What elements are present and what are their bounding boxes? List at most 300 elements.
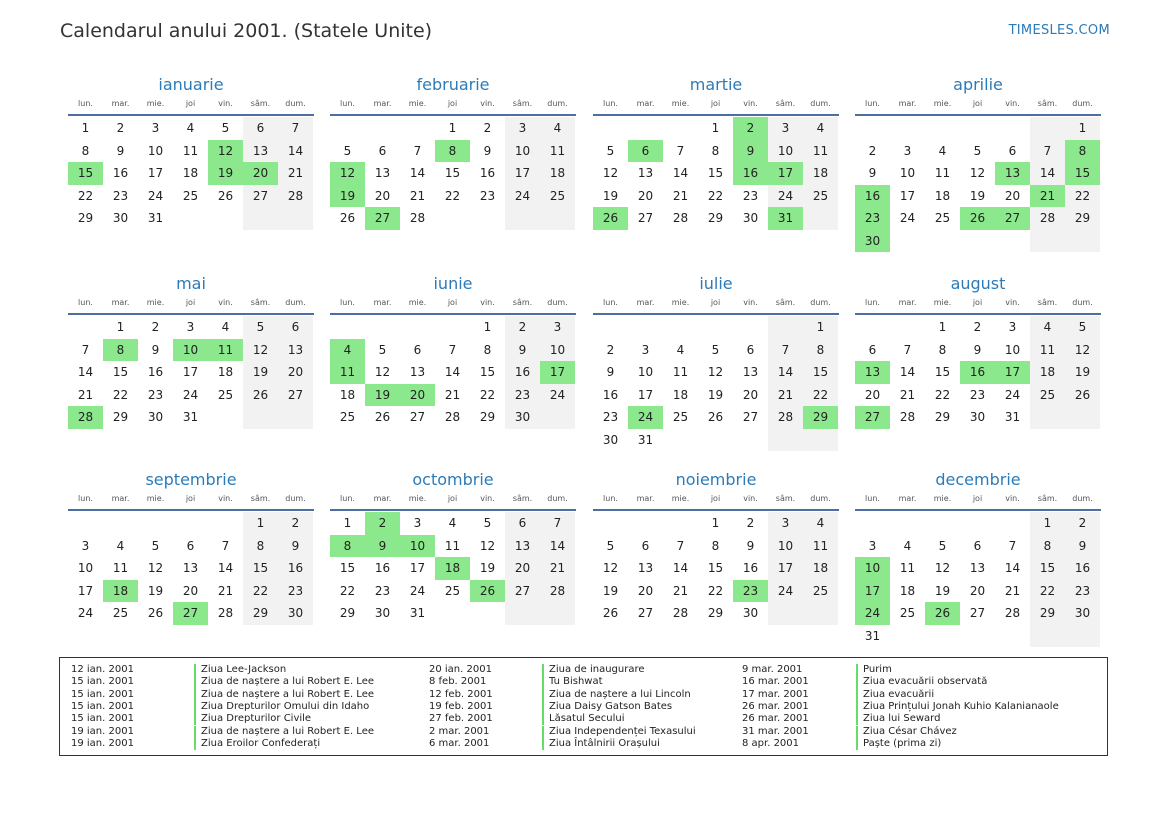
- day-cell[interactable]: 25: [672, 410, 689, 425]
- holiday-day-cell[interactable]: 26: [593, 207, 628, 230]
- day-cell[interactable]: 29: [77, 211, 94, 226]
- day-cell[interactable]: 13: [969, 561, 986, 576]
- day-cell[interactable]: 16: [505, 361, 540, 384]
- day-cell[interactable]: 15: [707, 166, 724, 181]
- day-cell[interactable]: 1: [483, 320, 492, 335]
- holiday-day-cell[interactable]: 24: [855, 602, 890, 625]
- holiday-day-cell[interactable]: 29: [803, 406, 838, 429]
- day-cell[interactable]: 23: [147, 387, 164, 402]
- day-cell[interactable]: 6: [746, 342, 755, 357]
- day-cell[interactable]: 21: [768, 384, 803, 407]
- day-cell[interactable]: 7: [448, 342, 457, 357]
- day-cell[interactable]: 2: [606, 342, 615, 357]
- day-cell[interactable]: 5: [938, 538, 947, 553]
- day-cell[interactable]: 29: [243, 602, 278, 625]
- day-cell[interactable]: 24: [182, 387, 199, 402]
- day-cell[interactable]: 18: [803, 162, 838, 185]
- day-cell[interactable]: 1: [243, 512, 278, 535]
- day-cell[interactable]: 22: [444, 188, 461, 203]
- day-cell[interactable]: 25: [540, 185, 575, 208]
- day-cell[interactable]: 12: [934, 561, 951, 576]
- day-cell[interactable]: 11: [444, 538, 461, 553]
- holiday-day-cell[interactable]: 8: [103, 339, 138, 362]
- day-cell[interactable]: 2: [278, 512, 313, 535]
- day-cell[interactable]: 13: [409, 365, 426, 380]
- day-cell[interactable]: 18: [217, 365, 234, 380]
- day-cell[interactable]: 13: [505, 535, 540, 558]
- day-cell[interactable]: 28: [768, 406, 803, 429]
- day-cell[interactable]: 25: [217, 387, 234, 402]
- day-cell[interactable]: 25: [1030, 384, 1065, 407]
- day-cell[interactable]: 13: [243, 140, 278, 163]
- day-cell[interactable]: 14: [899, 365, 916, 380]
- day-cell[interactable]: 21: [77, 387, 94, 402]
- day-cell[interactable]: 30: [147, 410, 164, 425]
- day-cell[interactable]: 30: [505, 406, 540, 429]
- day-cell[interactable]: 14: [1004, 561, 1021, 576]
- day-cell[interactable]: 31: [182, 410, 199, 425]
- day-cell[interactable]: 3: [81, 538, 90, 553]
- holiday-day-cell[interactable]: 17: [995, 361, 1030, 384]
- day-cell[interactable]: 26: [147, 606, 164, 621]
- day-cell[interactable]: 14: [409, 166, 426, 181]
- day-cell[interactable]: 10: [899, 166, 916, 181]
- day-cell[interactable]: 4: [186, 121, 195, 136]
- day-cell[interactable]: 27: [409, 410, 426, 425]
- day-cell[interactable]: 28: [672, 606, 689, 621]
- day-cell[interactable]: 5: [973, 143, 982, 158]
- day-cell[interactable]: 14: [768, 361, 803, 384]
- day-cell[interactable]: 8: [483, 342, 492, 357]
- day-cell[interactable]: 29: [339, 606, 356, 621]
- day-cell[interactable]: 9: [868, 166, 877, 181]
- day-cell[interactable]: 18: [934, 188, 951, 203]
- day-cell[interactable]: 3: [768, 117, 803, 140]
- day-cell[interactable]: 4: [676, 342, 685, 357]
- day-cell[interactable]: 25: [112, 606, 129, 621]
- day-cell[interactable]: 19: [147, 583, 164, 598]
- day-cell[interactable]: 4: [803, 512, 838, 535]
- day-cell[interactable]: 22: [803, 384, 838, 407]
- day-cell[interactable]: 18: [540, 162, 575, 185]
- day-cell[interactable]: 28: [409, 211, 426, 226]
- day-cell[interactable]: 27: [243, 185, 278, 208]
- day-cell[interactable]: 20: [278, 361, 313, 384]
- day-cell[interactable]: 5: [483, 516, 492, 531]
- day-cell[interactable]: 7: [1008, 538, 1017, 553]
- day-cell[interactable]: 11: [112, 561, 129, 576]
- day-cell[interactable]: 9: [116, 143, 125, 158]
- day-cell[interactable]: 25: [934, 211, 951, 226]
- day-cell[interactable]: 18: [899, 583, 916, 598]
- day-cell[interactable]: 9: [278, 535, 313, 558]
- day-cell[interactable]: 5: [606, 143, 615, 158]
- day-cell[interactable]: 20: [637, 583, 654, 598]
- day-cell[interactable]: 21: [444, 387, 461, 402]
- day-cell[interactable]: 3: [505, 117, 540, 140]
- holiday-day-cell[interactable]: 26: [960, 207, 995, 230]
- day-cell[interactable]: 22: [339, 583, 356, 598]
- holiday-day-cell[interactable]: 8: [330, 535, 365, 558]
- day-cell[interactable]: 30: [602, 432, 619, 447]
- day-cell[interactable]: 19: [602, 188, 619, 203]
- day-cell[interactable]: 26: [707, 410, 724, 425]
- day-cell[interactable]: 13: [742, 365, 759, 380]
- day-cell[interactable]: 15: [479, 365, 496, 380]
- day-cell[interactable]: 13: [278, 339, 313, 362]
- day-cell[interactable]: 2: [151, 320, 160, 335]
- day-cell[interactable]: 27: [637, 606, 654, 621]
- day-cell[interactable]: 10: [77, 561, 94, 576]
- day-cell[interactable]: 24: [77, 606, 94, 621]
- day-cell[interactable]: 15: [1030, 557, 1065, 580]
- holiday-day-cell[interactable]: 4: [330, 339, 365, 362]
- day-cell[interactable]: 2: [116, 121, 125, 136]
- day-cell[interactable]: 13: [374, 166, 391, 181]
- day-cell[interactable]: 31: [864, 628, 881, 643]
- day-cell[interactable]: 22: [934, 387, 951, 402]
- day-cell[interactable]: 25: [899, 606, 916, 621]
- holiday-day-cell[interactable]: 20: [400, 384, 435, 407]
- day-cell[interactable]: 7: [1030, 140, 1065, 163]
- day-cell[interactable]: 20: [374, 188, 391, 203]
- day-cell[interactable]: 10: [768, 140, 803, 163]
- holiday-day-cell[interactable]: 16: [960, 361, 995, 384]
- day-cell[interactable]: 12: [147, 561, 164, 576]
- day-cell[interactable]: 19: [707, 387, 724, 402]
- day-cell[interactable]: 26: [1065, 384, 1100, 407]
- holiday-day-cell[interactable]: 26: [470, 580, 505, 603]
- day-cell[interactable]: 25: [803, 580, 838, 603]
- holiday-day-cell[interactable]: 27: [173, 602, 208, 625]
- day-cell[interactable]: 10: [637, 365, 654, 380]
- day-cell[interactable]: 1: [711, 516, 720, 531]
- day-cell[interactable]: 7: [903, 342, 912, 357]
- day-cell[interactable]: 30: [742, 606, 759, 621]
- day-cell[interactable]: 28: [1004, 606, 1021, 621]
- day-cell[interactable]: 10: [1004, 342, 1021, 357]
- day-cell[interactable]: 5: [221, 121, 230, 136]
- day-cell[interactable]: 19: [1065, 361, 1100, 384]
- holiday-day-cell[interactable]: 13: [855, 361, 890, 384]
- day-cell[interactable]: 24: [768, 185, 803, 208]
- holiday-day-cell[interactable]: 21: [1030, 185, 1065, 208]
- day-cell[interactable]: 5: [151, 538, 160, 553]
- day-cell[interactable]: 11: [803, 140, 838, 163]
- day-cell[interactable]: 28: [899, 410, 916, 425]
- day-cell[interactable]: 15: [339, 561, 356, 576]
- day-cell[interactable]: 28: [278, 185, 313, 208]
- day-cell[interactable]: 24: [768, 580, 803, 603]
- day-cell[interactable]: 22: [77, 188, 94, 203]
- day-cell[interactable]: 2: [483, 121, 492, 136]
- day-cell[interactable]: 4: [903, 538, 912, 553]
- day-cell[interactable]: 24: [899, 211, 916, 226]
- day-cell[interactable]: 1: [81, 121, 90, 136]
- day-cell[interactable]: 23: [278, 580, 313, 603]
- day-cell[interactable]: 21: [278, 162, 313, 185]
- day-cell[interactable]: 31: [409, 606, 426, 621]
- day-cell[interactable]: 17: [505, 162, 540, 185]
- day-cell[interactable]: 12: [969, 166, 986, 181]
- day-cell[interactable]: 3: [186, 320, 195, 335]
- day-cell[interactable]: 27: [278, 384, 313, 407]
- day-cell[interactable]: 15: [243, 557, 278, 580]
- day-cell[interactable]: 16: [1065, 557, 1100, 580]
- day-cell[interactable]: 20: [637, 188, 654, 203]
- day-cell[interactable]: 9: [1065, 535, 1100, 558]
- day-cell[interactable]: 18: [803, 557, 838, 580]
- day-cell[interactable]: 3: [540, 316, 575, 339]
- day-cell[interactable]: 22: [707, 583, 724, 598]
- day-cell[interactable]: 6: [641, 538, 650, 553]
- day-cell[interactable]: 30: [742, 211, 759, 226]
- holiday-day-cell[interactable]: 10: [855, 557, 890, 580]
- day-cell[interactable]: 10: [505, 140, 540, 163]
- day-cell[interactable]: 4: [1030, 316, 1065, 339]
- day-cell[interactable]: 1: [938, 320, 947, 335]
- day-cell[interactable]: 3: [903, 143, 912, 158]
- day-cell[interactable]: 2: [746, 516, 755, 531]
- day-cell[interactable]: 11: [934, 166, 951, 181]
- day-cell[interactable]: 14: [278, 140, 313, 163]
- day-cell[interactable]: 30: [1065, 602, 1100, 625]
- holiday-day-cell[interactable]: 30: [855, 230, 890, 253]
- day-cell[interactable]: 24: [1004, 387, 1021, 402]
- holiday-day-cell[interactable]: 20: [243, 162, 278, 185]
- day-cell[interactable]: 23: [969, 387, 986, 402]
- day-cell[interactable]: 4: [938, 143, 947, 158]
- site-link[interactable]: TIMESLES.COM: [1008, 23, 1110, 38]
- day-cell[interactable]: 2: [505, 316, 540, 339]
- holiday-day-cell[interactable]: 2: [733, 117, 768, 140]
- day-cell[interactable]: 28: [444, 410, 461, 425]
- day-cell[interactable]: 8: [803, 339, 838, 362]
- holiday-day-cell[interactable]: 16: [733, 162, 768, 185]
- day-cell[interactable]: 19: [243, 361, 278, 384]
- day-cell[interactable]: 28: [672, 211, 689, 226]
- day-cell[interactable]: 16: [278, 557, 313, 580]
- holiday-day-cell[interactable]: 15: [68, 162, 103, 185]
- day-cell[interactable]: 30: [969, 410, 986, 425]
- day-cell[interactable]: 19: [934, 583, 951, 598]
- day-cell[interactable]: 21: [1004, 583, 1021, 598]
- holiday-day-cell[interactable]: 23: [733, 580, 768, 603]
- day-cell[interactable]: 15: [707, 561, 724, 576]
- day-cell[interactable]: 6: [505, 512, 540, 535]
- day-cell[interactable]: 6: [868, 342, 877, 357]
- day-cell[interactable]: 15: [803, 361, 838, 384]
- day-cell[interactable]: 29: [479, 410, 496, 425]
- day-cell[interactable]: 13: [637, 561, 654, 576]
- day-cell[interactable]: 13: [637, 166, 654, 181]
- day-cell[interactable]: 8: [711, 538, 720, 553]
- day-cell[interactable]: 22: [112, 387, 129, 402]
- day-cell[interactable]: 28: [1030, 207, 1065, 230]
- day-cell[interactable]: 14: [217, 561, 234, 576]
- day-cell[interactable]: 16: [742, 561, 759, 576]
- day-cell[interactable]: 18: [672, 387, 689, 402]
- day-cell[interactable]: 8: [1030, 535, 1065, 558]
- day-cell[interactable]: 21: [409, 188, 426, 203]
- day-cell[interactable]: 15: [112, 365, 129, 380]
- day-cell[interactable]: 25: [803, 185, 838, 208]
- day-cell[interactable]: 30: [278, 602, 313, 625]
- day-cell[interactable]: 14: [672, 561, 689, 576]
- day-cell[interactable]: 26: [339, 211, 356, 226]
- day-cell[interactable]: 4: [803, 117, 838, 140]
- holiday-day-cell[interactable]: 11: [208, 339, 243, 362]
- day-cell[interactable]: 27: [969, 606, 986, 621]
- day-cell[interactable]: 26: [217, 188, 234, 203]
- holiday-day-cell[interactable]: 19: [365, 384, 400, 407]
- day-cell[interactable]: 7: [413, 143, 422, 158]
- day-cell[interactable]: 22: [1065, 185, 1100, 208]
- day-cell[interactable]: 22: [707, 188, 724, 203]
- day-cell[interactable]: 12: [707, 365, 724, 380]
- day-cell[interactable]: 12: [374, 365, 391, 380]
- day-cell[interactable]: 25: [339, 410, 356, 425]
- day-cell[interactable]: 8: [243, 535, 278, 558]
- day-cell[interactable]: 20: [1004, 188, 1021, 203]
- holiday-day-cell[interactable]: 27: [365, 207, 400, 230]
- day-cell[interactable]: 17: [182, 365, 199, 380]
- day-cell[interactable]: 17: [147, 166, 164, 181]
- day-cell[interactable]: 2: [868, 143, 877, 158]
- day-cell[interactable]: 9: [973, 342, 982, 357]
- day-cell[interactable]: 4: [540, 117, 575, 140]
- day-cell[interactable]: 23: [505, 384, 540, 407]
- day-cell[interactable]: 27: [505, 580, 540, 603]
- day-cell[interactable]: 16: [112, 166, 129, 181]
- day-cell[interactable]: 3: [151, 121, 160, 136]
- day-cell[interactable]: 5: [378, 342, 387, 357]
- day-cell[interactable]: 14: [672, 166, 689, 181]
- holiday-day-cell[interactable]: 9: [365, 535, 400, 558]
- holiday-day-cell[interactable]: 27: [855, 406, 890, 429]
- day-cell[interactable]: 14: [77, 365, 94, 380]
- day-cell[interactable]: 8: [81, 143, 90, 158]
- day-cell[interactable]: 8: [711, 143, 720, 158]
- day-cell[interactable]: 6: [243, 117, 278, 140]
- day-cell[interactable]: 14: [1030, 162, 1065, 185]
- day-cell[interactable]: 21: [217, 583, 234, 598]
- day-cell[interactable]: 9: [151, 342, 160, 357]
- day-cell[interactable]: 20: [969, 583, 986, 598]
- day-cell[interactable]: 25: [182, 188, 199, 203]
- day-cell[interactable]: 24: [505, 185, 540, 208]
- holiday-day-cell[interactable]: 10: [400, 535, 435, 558]
- day-cell[interactable]: 22: [243, 580, 278, 603]
- day-cell[interactable]: 28: [540, 580, 575, 603]
- day-cell[interactable]: 26: [374, 410, 391, 425]
- day-cell[interactable]: 18: [339, 387, 356, 402]
- day-cell[interactable]: 20: [864, 387, 881, 402]
- day-cell[interactable]: 10: [540, 339, 575, 362]
- day-cell[interactable]: 11: [182, 143, 199, 158]
- holiday-day-cell[interactable]: 2: [365, 512, 400, 535]
- day-cell[interactable]: 17: [768, 557, 803, 580]
- day-cell[interactable]: 3: [641, 342, 650, 357]
- day-cell[interactable]: 23: [602, 410, 619, 425]
- day-cell[interactable]: 12: [602, 166, 619, 181]
- day-cell[interactable]: 17: [77, 583, 94, 598]
- day-cell[interactable]: 7: [676, 143, 685, 158]
- day-cell[interactable]: 16: [147, 365, 164, 380]
- holiday-day-cell[interactable]: 6: [628, 140, 663, 163]
- holiday-day-cell[interactable]: 8: [435, 140, 470, 163]
- day-cell[interactable]: 24: [409, 583, 426, 598]
- day-cell[interactable]: 6: [1008, 143, 1017, 158]
- holiday-day-cell[interactable]: 11: [330, 361, 365, 384]
- day-cell[interactable]: 26: [243, 384, 278, 407]
- day-cell[interactable]: 22: [479, 387, 496, 402]
- day-cell[interactable]: 5: [343, 143, 352, 158]
- day-cell[interactable]: 5: [711, 342, 720, 357]
- day-cell[interactable]: 9: [746, 538, 755, 553]
- day-cell[interactable]: 6: [413, 342, 422, 357]
- day-cell[interactable]: 24: [147, 188, 164, 203]
- day-cell[interactable]: 18: [182, 166, 199, 181]
- day-cell[interactable]: 23: [374, 583, 391, 598]
- day-cell[interactable]: 5: [606, 538, 615, 553]
- day-cell[interactable]: 12: [602, 561, 619, 576]
- day-cell[interactable]: 24: [540, 384, 575, 407]
- holiday-day-cell[interactable]: 19: [208, 162, 243, 185]
- day-cell[interactable]: 19: [602, 583, 619, 598]
- day-cell[interactable]: 30: [374, 606, 391, 621]
- day-cell[interactable]: 1: [1065, 117, 1100, 140]
- day-cell[interactable]: 11: [672, 365, 689, 380]
- day-cell[interactable]: 17: [409, 561, 426, 576]
- holiday-day-cell[interactable]: 18: [103, 580, 138, 603]
- day-cell[interactable]: 29: [707, 606, 724, 621]
- day-cell[interactable]: 15: [934, 365, 951, 380]
- day-cell[interactable]: 9: [505, 339, 540, 362]
- day-cell[interactable]: 16: [602, 387, 619, 402]
- day-cell[interactable]: 6: [378, 143, 387, 158]
- day-cell[interactable]: 9: [606, 365, 615, 380]
- day-cell[interactable]: 31: [147, 211, 164, 226]
- day-cell[interactable]: 4: [221, 320, 230, 335]
- day-cell[interactable]: 1: [1030, 512, 1065, 535]
- day-cell[interactable]: 8: [938, 342, 947, 357]
- day-cell[interactable]: 11: [899, 561, 916, 576]
- day-cell[interactable]: 3: [868, 538, 877, 553]
- day-cell[interactable]: 31: [637, 432, 654, 447]
- holiday-day-cell[interactable]: 23: [855, 207, 890, 230]
- day-cell[interactable]: 31: [1004, 410, 1021, 425]
- day-cell[interactable]: 2: [1065, 512, 1100, 535]
- day-cell[interactable]: 18: [1030, 361, 1065, 384]
- holiday-day-cell[interactable]: 24: [628, 406, 663, 429]
- holiday-day-cell[interactable]: 17: [540, 361, 575, 384]
- holiday-day-cell[interactable]: 31: [768, 207, 803, 230]
- day-cell[interactable]: 11: [1030, 339, 1065, 362]
- holiday-day-cell[interactable]: 18: [435, 557, 470, 580]
- day-cell[interactable]: 11: [540, 140, 575, 163]
- day-cell[interactable]: 17: [899, 188, 916, 203]
- day-cell[interactable]: 10: [768, 535, 803, 558]
- day-cell[interactable]: 2: [973, 320, 982, 335]
- day-cell[interactable]: 7: [540, 512, 575, 535]
- day-cell[interactable]: 14: [540, 535, 575, 558]
- holiday-day-cell[interactable]: 17: [855, 580, 890, 603]
- day-cell[interactable]: 23: [479, 188, 496, 203]
- holiday-day-cell[interactable]: 8: [1065, 140, 1100, 163]
- day-cell[interactable]: 23: [112, 188, 129, 203]
- day-cell[interactable]: 30: [112, 211, 129, 226]
